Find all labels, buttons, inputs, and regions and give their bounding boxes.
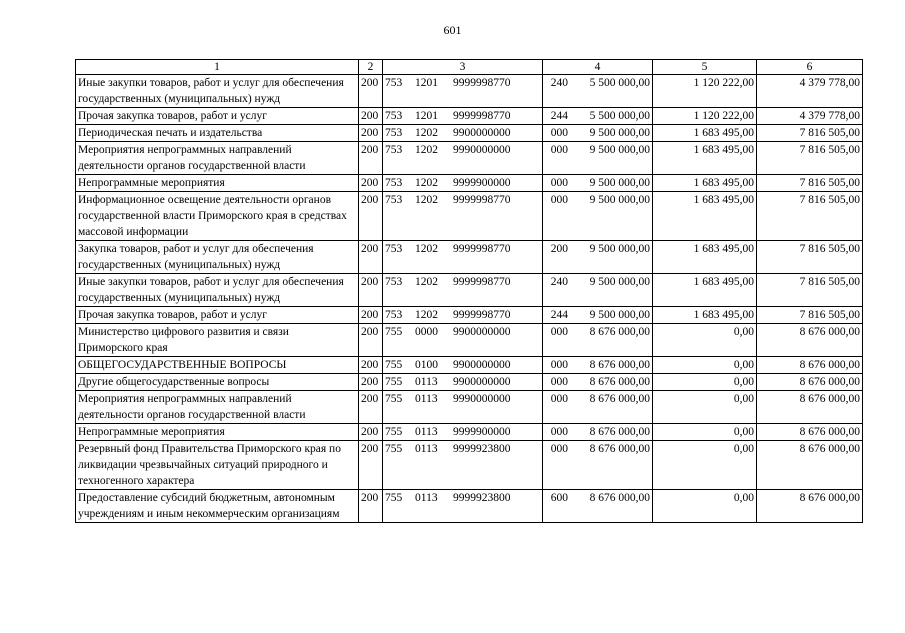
- section-code: 1202: [415, 177, 438, 189]
- row-col-5: 1 120 222,00: [653, 108, 757, 125]
- row-col-6: 8 676 000,00: [757, 490, 863, 523]
- row-name: ОБЩЕГОСУДАРСТВЕННЫЕ ВОПРОСЫ: [76, 357, 359, 374]
- row-code: [383, 374, 568, 391]
- row-col-6: 8 676 000,00: [757, 391, 863, 424]
- dept-code: 753: [385, 110, 403, 122]
- row-col-2: 200: [359, 142, 383, 175]
- row-col-6: 7 816 505,00: [757, 175, 863, 192]
- row-name: Периодическая печать и издательства: [76, 125, 359, 142]
- row-col-4: 5 500 000,00: [543, 108, 653, 125]
- header-col-5: 5: [653, 60, 757, 75]
- expense-type-code: 000: [550, 127, 568, 139]
- dept-code: 755: [385, 326, 403, 338]
- row-name: Мероприятия непрограммных направлений деятельности органов государственной власти: [76, 142, 359, 175]
- row-code: [383, 192, 568, 241]
- row-col-4: 9 500 000,00: [543, 175, 653, 192]
- row-col-6: 4 379 778,00: [757, 75, 863, 108]
- row-col-4: 8 676 000,00: [543, 391, 653, 424]
- row-col-4: 5 500 000,00: [543, 75, 653, 108]
- article-code: 9999923800: [453, 443, 511, 455]
- table-row: [76, 142, 863, 175]
- section-code: 0000: [415, 326, 438, 338]
- dept-code: 755: [385, 393, 403, 405]
- article-code: 9999900000: [453, 426, 511, 438]
- article-code: 9990000000: [453, 393, 511, 405]
- table-row: [76, 324, 863, 357]
- article-code: 9900000000: [453, 376, 511, 388]
- row-col-2: 200: [359, 357, 383, 374]
- row-name: Мероприятия непрограммных направлений деятельности органов государственной власти: [76, 391, 359, 424]
- row-col-2: 200: [359, 441, 383, 490]
- dept-code: 753: [385, 77, 403, 89]
- section-code: 1202: [415, 127, 438, 139]
- section-code: 1201: [415, 110, 438, 122]
- dept-code: 753: [385, 194, 403, 206]
- section-code: 1202: [415, 309, 438, 321]
- table-row: [76, 441, 863, 490]
- expense-type-code: 000: [550, 443, 568, 455]
- section-code: 0113: [415, 426, 438, 438]
- row-col-4: 8 676 000,00: [543, 374, 653, 391]
- row-code: [383, 125, 568, 142]
- table-row: [76, 274, 863, 307]
- article-code: 9999998770: [453, 110, 511, 122]
- expense-type-code: 240: [550, 77, 568, 89]
- row-code: [383, 241, 568, 274]
- row-col-2: 200: [359, 241, 383, 274]
- row-code: [383, 324, 568, 357]
- article-code: 9999998770: [453, 194, 511, 206]
- expense-type-code: 000: [550, 177, 568, 189]
- row-col-5: 0,00: [653, 490, 757, 523]
- expense-type-code: 000: [550, 326, 568, 338]
- row-name: Закупка товаров, работ и услуг для обеспечения государственных (муниципальных) нужд: [76, 241, 359, 274]
- row-name: Информационное освещение деятельности органов государственной власти Приморского края в средствах массовой информации: [76, 192, 359, 241]
- table-row: [76, 391, 863, 424]
- row-col-6: 7 816 505,00: [757, 274, 863, 307]
- section-code: 0113: [415, 443, 438, 455]
- row-code: [383, 424, 568, 441]
- article-code: 9999998770: [453, 77, 511, 89]
- row-col-2: 200: [359, 424, 383, 441]
- row-col-6: 7 816 505,00: [757, 142, 863, 175]
- row-col-4: 9 500 000,00: [543, 274, 653, 307]
- table-row: [76, 75, 863, 108]
- section-code: 1202: [415, 194, 438, 206]
- expense-type-code: 000: [550, 194, 568, 206]
- row-name: Резервный фонд Правительства Приморского края по ликвидации чрезвычайных ситуаций природного и техногенного характера: [76, 441, 359, 490]
- row-name: Министерство цифрового развития и связи Приморского края: [76, 324, 359, 357]
- dept-code: 753: [385, 309, 403, 321]
- expense-type-code: 000: [550, 393, 568, 405]
- row-col-6: 8 676 000,00: [757, 324, 863, 357]
- row-col-5: 1 683 495,00: [653, 307, 757, 324]
- dept-code: 753: [385, 144, 403, 156]
- section-code: 0113: [415, 393, 438, 405]
- row-col-5: 1 683 495,00: [653, 192, 757, 241]
- dept-code: 753: [385, 243, 403, 255]
- dept-code: 753: [385, 127, 403, 139]
- dept-code: 755: [385, 492, 403, 504]
- row-col-2: 200: [359, 192, 383, 241]
- expense-type-code: 000: [550, 426, 568, 438]
- row-col-4: 9 500 000,00: [543, 142, 653, 175]
- section-code: 0100: [415, 359, 438, 371]
- row-name: Непрограммные мероприятия: [76, 424, 359, 441]
- row-col-4: 8 676 000,00: [543, 424, 653, 441]
- row-col-6: 8 676 000,00: [757, 374, 863, 391]
- dept-code: 755: [385, 443, 403, 455]
- article-code: 9999998770: [453, 276, 511, 288]
- table-row: [76, 175, 863, 192]
- header-col-1: 1: [76, 60, 359, 75]
- row-col-2: 200: [359, 490, 383, 523]
- expense-type-code: 244: [550, 110, 568, 122]
- row-col-4: 9 500 000,00: [543, 241, 653, 274]
- row-col-6: 4 379 778,00: [757, 108, 863, 125]
- header-col-4: 4: [543, 60, 653, 75]
- table-row: [76, 374, 863, 391]
- row-code: [383, 441, 568, 490]
- table-row: [76, 424, 863, 441]
- section-code: 1202: [415, 144, 438, 156]
- table-body: [76, 75, 863, 523]
- row-col-6: 7 816 505,00: [757, 125, 863, 142]
- row-col-2: 200: [359, 324, 383, 357]
- row-col-6: 8 676 000,00: [757, 441, 863, 490]
- row-code: [383, 307, 568, 324]
- row-col-5: 1 120 222,00: [653, 75, 757, 108]
- header-row: [76, 60, 863, 75]
- article-code: 9990000000: [453, 144, 511, 156]
- page-number: 601: [443, 23, 462, 37]
- row-name: Иные закупки товаров, работ и услуг для обеспечения государственных (муниципальных) нужд: [76, 274, 359, 307]
- table-row: [76, 307, 863, 324]
- row-col-5: 0,00: [653, 424, 757, 441]
- row-col-6: 8 676 000,00: [757, 357, 863, 374]
- row-col-6: 7 816 505,00: [757, 192, 863, 241]
- section-code: 1201: [415, 77, 438, 89]
- row-code: [383, 75, 568, 108]
- section-code: 1202: [415, 276, 438, 288]
- row-col-2: 200: [359, 175, 383, 192]
- row-code: [383, 274, 568, 307]
- row-col-2: 200: [359, 307, 383, 324]
- article-code: 9999998770: [453, 243, 511, 255]
- table-row: [76, 125, 863, 142]
- row-col-5: 1 683 495,00: [653, 125, 757, 142]
- row-name: Другие общегосударственные вопросы: [76, 374, 359, 391]
- row-code: [383, 490, 568, 523]
- article-code: 9999900000: [453, 177, 511, 189]
- article-code: 9900000000: [453, 127, 511, 139]
- header-col-6: 6: [757, 60, 863, 75]
- row-code: [383, 391, 568, 424]
- row-col-4: 8 676 000,00: [543, 324, 653, 357]
- row-col-4: 8 676 000,00: [543, 441, 653, 490]
- row-col-5: 1 683 495,00: [653, 175, 757, 192]
- dept-code: 755: [385, 376, 403, 388]
- expense-type-code: 000: [550, 144, 568, 156]
- row-col-5: 0,00: [653, 374, 757, 391]
- article-code: 9999998770: [453, 309, 511, 321]
- row-col-4: 9 500 000,00: [543, 307, 653, 324]
- expense-type-code: 200: [550, 243, 568, 255]
- table-row: [76, 241, 863, 274]
- dept-code: 755: [385, 426, 403, 438]
- row-col-2: 200: [359, 391, 383, 424]
- row-col-2: 200: [359, 274, 383, 307]
- row-col-2: 200: [359, 108, 383, 125]
- row-name: Непрограммные мероприятия: [76, 175, 359, 192]
- expense-type-code: 244: [550, 309, 568, 321]
- row-col-6: 7 816 505,00: [757, 241, 863, 274]
- row-code: [383, 175, 568, 192]
- budget-table: [75, 59, 863, 523]
- expense-type-code: 240: [550, 276, 568, 288]
- row-col-5: 1 683 495,00: [653, 241, 757, 274]
- row-col-4: 9 500 000,00: [543, 192, 653, 241]
- article-code: 9900000000: [453, 326, 511, 338]
- row-code: [383, 142, 568, 175]
- row-code: [383, 108, 568, 125]
- table-row: [76, 192, 863, 241]
- section-code: 1202: [415, 243, 438, 255]
- section-code: 0113: [415, 492, 438, 504]
- dept-code: 753: [385, 177, 403, 189]
- row-col-2: 200: [359, 75, 383, 108]
- row-name: Предоставление субсидий бюджетным, автономным учреждениям и иным некоммерческим организациям: [76, 490, 359, 523]
- row-name: Прочая закупка товаров, работ и услуг: [76, 108, 359, 125]
- table-row: [76, 490, 863, 523]
- row-col-4: 8 676 000,00: [543, 490, 653, 523]
- dept-code: 755: [385, 359, 403, 371]
- header-col-2: 2: [359, 60, 383, 75]
- row-col-2: 200: [359, 374, 383, 391]
- article-code: 9900000000: [453, 359, 511, 371]
- section-code: 0113: [415, 376, 438, 388]
- expense-type-code: 000: [550, 359, 568, 371]
- expense-type-code: 600: [550, 492, 568, 504]
- row-col-5: 1 683 495,00: [653, 274, 757, 307]
- table-row: [76, 357, 863, 374]
- header-col-3: 3: [383, 60, 543, 75]
- row-col-2: 200: [359, 125, 383, 142]
- row-col-6: 7 816 505,00: [757, 307, 863, 324]
- article-code: 9999923800: [453, 492, 511, 504]
- row-name: Иные закупки товаров, работ и услуг для обеспечения государственных (муниципальных) нужд: [76, 75, 359, 108]
- table-row: [76, 108, 863, 125]
- row-col-4: 9 500 000,00: [543, 125, 653, 142]
- row-col-5: 0,00: [653, 324, 757, 357]
- row-col-5: 1 683 495,00: [653, 142, 757, 175]
- row-col-5: 0,00: [653, 391, 757, 424]
- row-col-5: 0,00: [653, 441, 757, 490]
- row-code: [383, 357, 568, 374]
- expense-type-code: 000: [550, 376, 568, 388]
- row-col-5: 0,00: [653, 357, 757, 374]
- row-col-4: 8 676 000,00: [543, 357, 653, 374]
- row-col-6: 8 676 000,00: [757, 424, 863, 441]
- row-name: Прочая закупка товаров, работ и услуг: [76, 307, 359, 324]
- dept-code: 753: [385, 276, 403, 288]
